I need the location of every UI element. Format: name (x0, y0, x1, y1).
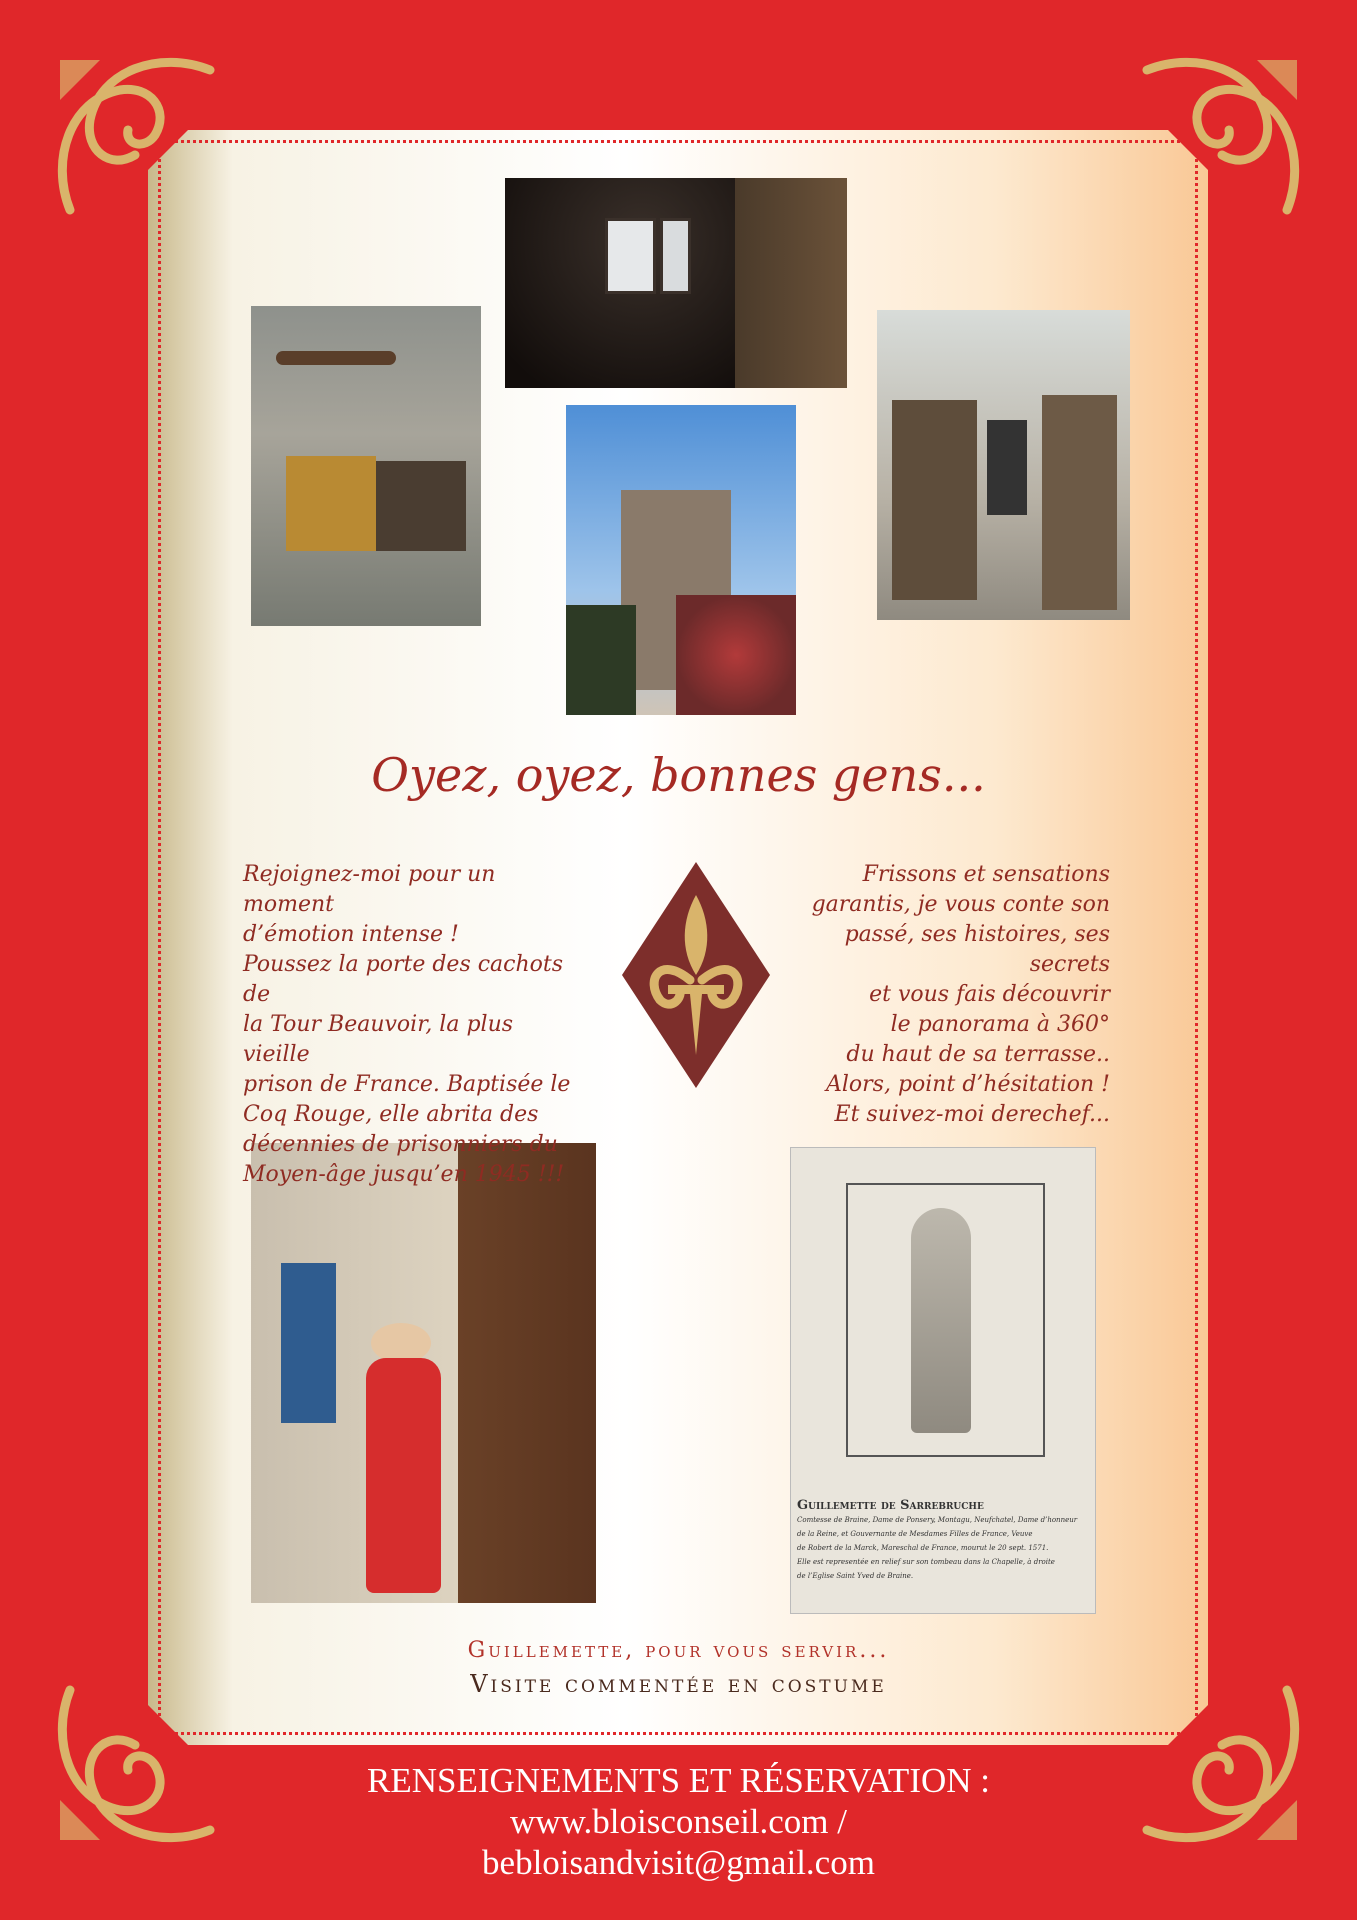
text-line: prison de France. Baptisée le (243, 1072, 571, 1097)
text-line: du haut de sa terrasse.. (846, 1042, 1110, 1067)
engraving-caption-line: de Robert de la Marck, Mareschal de France, mourut le 20 sept. 1571. (797, 1544, 1049, 1552)
text-line: Alors, point d’hésitation ! (825, 1072, 1110, 1097)
text-line: garantis, je vous conte son (811, 892, 1110, 917)
engraving-caption-line: Comtesse de Braine, Dame de Ponsery, Montagu, Neufchatel, Dame d’honneur (797, 1516, 1078, 1524)
text-line: Coq Rouge, elle abrita des (243, 1102, 539, 1127)
photo-guide-in-costume (251, 1143, 596, 1603)
engraving-guillemette (790, 1147, 1096, 1614)
photo-tour-beauvoir (566, 405, 796, 715)
text-line: passé, ses histoires, ses secrets (844, 922, 1110, 977)
website-link[interactable]: www.bloisconseil.com / (510, 1802, 847, 1841)
email-link[interactable]: bebloisandvisit@gmail.com (482, 1843, 875, 1882)
engraving-caption-line: de la Reine, et Gouvernante de Mesdames Filles de France, Veuve (797, 1530, 1033, 1538)
intro-text-left (243, 860, 583, 1190)
text-line: Poussez la porte des cachots de (243, 952, 564, 1007)
text-line: Et suivez-moi derechef... (834, 1102, 1110, 1127)
engraving-name: Guillemette de Sarrebruche (797, 1498, 984, 1513)
text-line: la Tour Beauvoir, la plus vieille (243, 1012, 514, 1067)
subtagline: Visite commentée en costume (470, 1670, 887, 1698)
text-line: Moyen-âge jusqu’en 1945 !!! (243, 1162, 565, 1187)
text-line: Rejoignez-moi pour un moment (243, 862, 496, 917)
text-line: Frissons et sensations (862, 862, 1110, 887)
engraving-caption-line: de l’Eglise Saint Yved de Braine. (797, 1572, 914, 1580)
tagline: Guillemette, pour vous servir... (467, 1638, 890, 1663)
footer-contact (0, 1760, 1357, 1883)
photo-door-latch (251, 306, 481, 626)
photo-prison-corridor (877, 310, 1130, 620)
text-line: et vous fais découvrir (869, 982, 1110, 1007)
engraving-caption (797, 1498, 1091, 1583)
page-title: Oyez, oyez, bonnes gens... (371, 748, 986, 802)
footer-heading: RENSEIGNEMENTS ET RÉSERVATION : (366, 1761, 990, 1800)
intro-text-right (780, 860, 1110, 1130)
text-line: le panorama à 360° (890, 1012, 1110, 1037)
corner-ornament-top-left (40, 40, 240, 240)
text-line: décennies de prisonniers du (243, 1132, 558, 1157)
photo-cell-window (505, 178, 847, 388)
fleur-de-lis-icon (620, 860, 772, 1090)
corner-ornament-top-right (1117, 40, 1317, 240)
engraving-caption-line: Elle est representée en relief sur son tombeau dans la Chapelle, à droite (797, 1558, 1055, 1566)
text-line: d’émotion intense ! (243, 922, 459, 947)
